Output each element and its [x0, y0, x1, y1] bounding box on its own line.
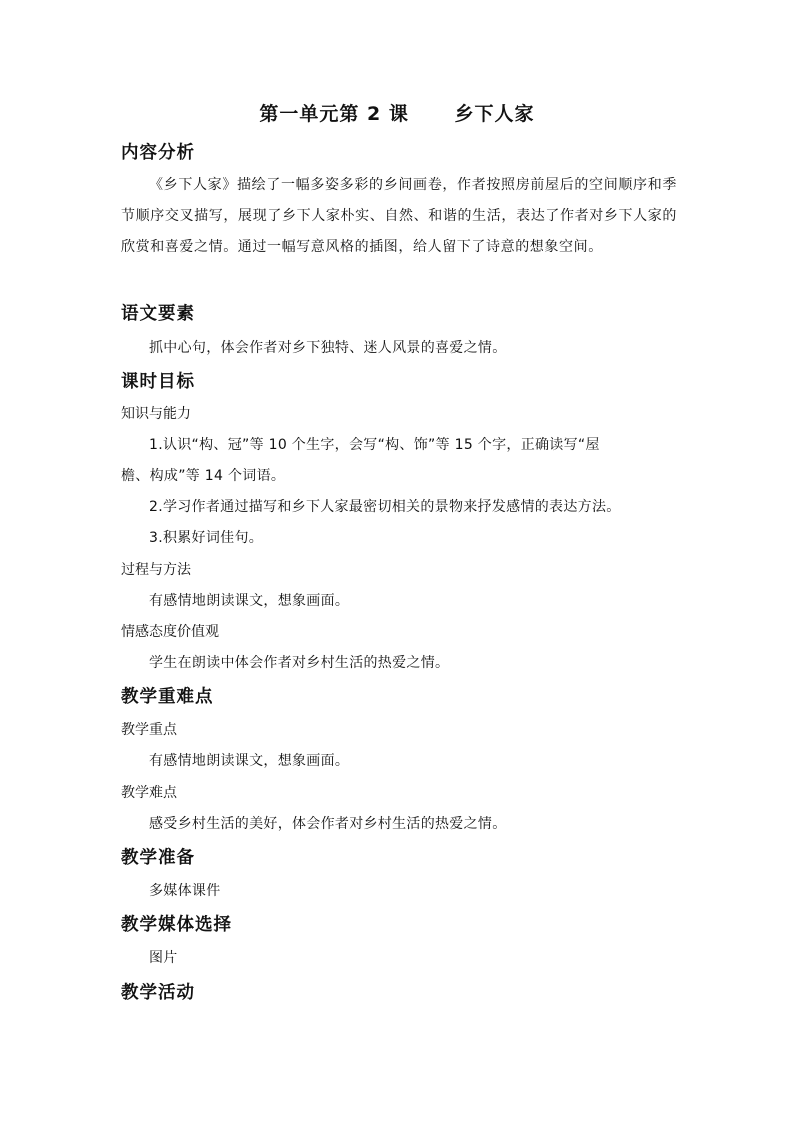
heading-objectives: 课时目标: [121, 372, 195, 392]
heading-preparation: 教学准备: [121, 848, 195, 868]
heading-media: 教学媒体选择: [121, 915, 232, 935]
heading-key-points: 教学重难点: [121, 687, 214, 707]
media-text: 图片: [149, 950, 178, 966]
subheading-difficulty: 教学难点: [121, 785, 177, 801]
heading-language-elements: 语文要素: [121, 304, 195, 324]
content-analysis-paragraph: 《乡下人家》描绘了一幅多姿多彩的乡间画卷，作者按照房前屋后的空间顺序和季节顺序交叉描写，展现了乡下人家朴实、自然、和谐的生活，表达了作者对乡下人家的欣赏和喜爱之情。通过一幅写意风格的插图，给人留下了诗意的想象空间。: [121, 177, 677, 255]
heading-activities: 教学活动: [121, 983, 195, 1003]
lesson-title: 第一单元第 2 课 乡下人家: [259, 103, 535, 125]
preparation-text: 多媒体课件: [149, 883, 221, 899]
difficulty-text: 感受乡村生活的美好，体会作者对乡村生活的热爱之情。: [149, 816, 507, 832]
focus-text: 有感情地朗读课文，想象画面。: [149, 753, 350, 769]
objective-item-1-line-1: 1.认识“构、冠”等 10 个生字，会写“构、饰”等 15 个字，正确读写“屋: [149, 437, 600, 453]
emotion-text: 学生在朗读中体会作者对乡村生活的热爱之情。: [149, 655, 450, 671]
subheading-knowledge: 知识与能力: [121, 406, 191, 422]
subheading-emotion: 情感态度价值观: [121, 624, 219, 640]
subheading-focus: 教学重点: [121, 722, 177, 738]
language-elements-text: 抓中心句，体会作者对乡下独特、迷人风景的喜爱之情。: [149, 340, 507, 356]
process-text: 有感情地朗读课文，想象画面。: [149, 593, 350, 609]
subheading-process: 过程与方法: [121, 562, 191, 578]
objective-item-3: 3.积累好词佳句。: [149, 530, 264, 546]
objective-item-1-line-2: 檐、构成”等 14 个词语。: [121, 468, 286, 484]
objective-item-2: 2.学习作者通过描写和乡下人家最密切相关的景物来抒发感情的表达方法。: [149, 499, 621, 515]
heading-content-analysis: 内容分析: [121, 143, 195, 163]
